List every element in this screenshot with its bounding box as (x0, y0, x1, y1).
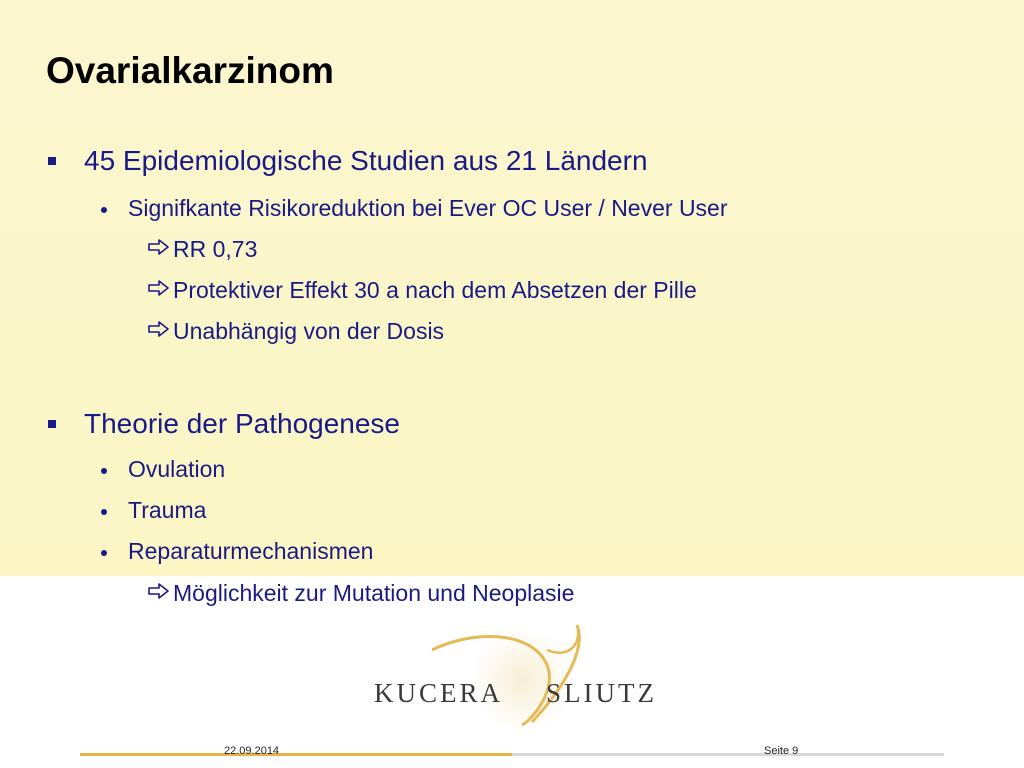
list-item: Theorie der Pathogenese (84, 408, 400, 439)
list-item: RR 0,73 (173, 236, 258, 262)
slide-title: Ovarialkarzinom (46, 50, 334, 91)
dot-bullet-icon (101, 509, 107, 515)
dot-bullet-icon (101, 550, 107, 556)
footer-divider (512, 753, 944, 756)
arrow-right-icon (148, 280, 170, 296)
square-bullet-icon (48, 420, 56, 428)
list-item: Protektiver Effekt 30 a nach dem Absetzen der Pille (173, 277, 697, 303)
list-item: Reparaturmechanismen (128, 538, 374, 564)
arrow-right-icon (148, 321, 170, 337)
footer-page-number: Seite 9 (764, 745, 799, 757)
list-item: Ovulation (128, 456, 226, 482)
logo-text-right: SLIUTZ (546, 678, 657, 708)
list-item: Trauma (128, 497, 207, 523)
footer-divider-accent (80, 753, 512, 756)
kucera-sliutz-logo-icon (372, 610, 662, 730)
list-item: Unabhängig von der Dosis (173, 318, 445, 344)
list-item: Signifkante Risikoreduktion bei Ever OC User / Never User (128, 195, 728, 221)
arrow-right-icon (148, 583, 170, 599)
footer-date: 22.09.2014 (224, 745, 280, 757)
dot-bullet-icon (101, 207, 107, 213)
arrow-right-icon (148, 239, 170, 255)
list-item: Möglichkeit zur Mutation und Neoplasie (173, 580, 575, 606)
list-item: 45 Epidemiologische Studien aus 21 Ländern (84, 145, 648, 176)
square-bullet-icon (48, 157, 56, 165)
dot-bullet-icon (101, 468, 107, 474)
logo-text-left: KUCERA (374, 678, 504, 708)
